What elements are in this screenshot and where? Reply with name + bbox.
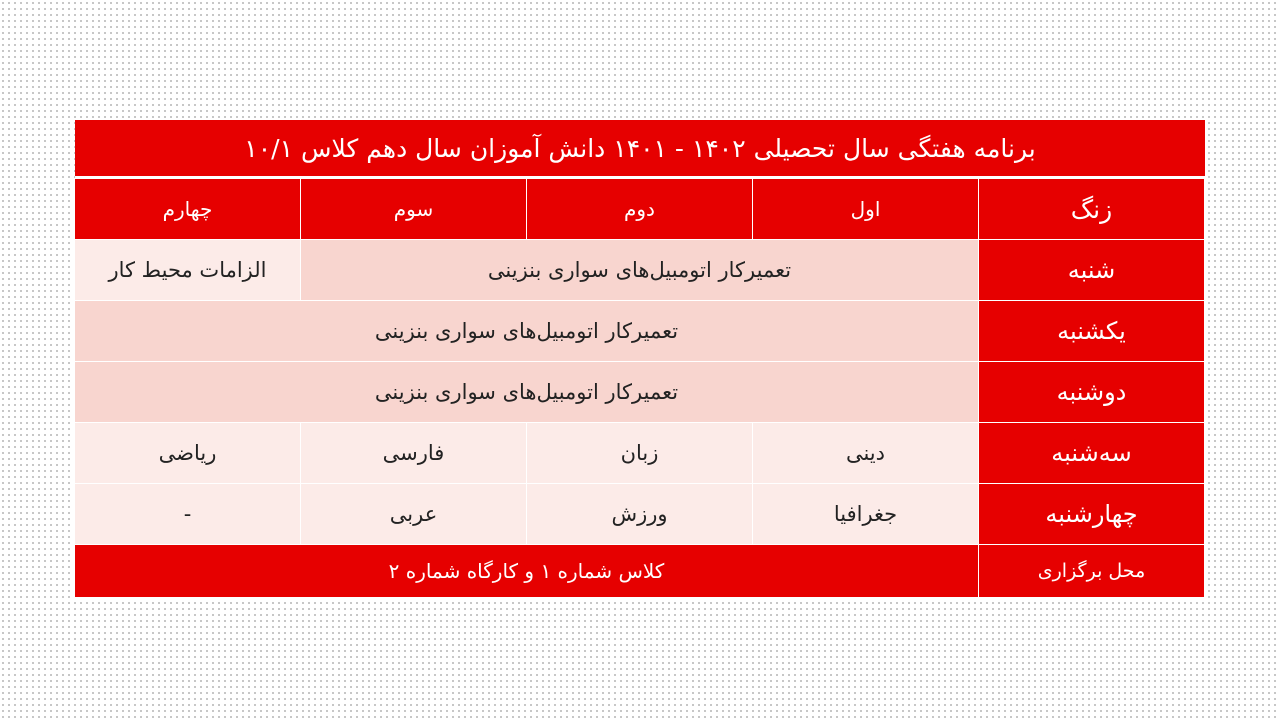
schedule-title: برنامه هفتگی سال تحصیلی ۱۴۰۲ - ۱۴۰۱ دانش آموزان سال دهم کلاس ۱۰/۱ <box>75 120 1205 178</box>
header-corner-cell: زنگ <box>979 179 1205 240</box>
lesson-cell: تعمیرکار اتومبیل‌های سواری بنزینی <box>75 301 979 362</box>
schedule-table <box>74 178 1205 598</box>
day-row <box>75 301 1205 362</box>
day-row <box>75 362 1205 423</box>
lesson-cell: ورزش <box>527 484 753 545</box>
day-name-cell: دوشنبه <box>979 362 1205 423</box>
period-header-1: اول <box>753 179 979 240</box>
day-name-cell: یکشنبه <box>979 301 1205 362</box>
lesson-cell: - <box>75 484 301 545</box>
lesson-cell: فارسی <box>301 423 527 484</box>
day-name-cell: چهارشنبه <box>979 484 1205 545</box>
day-row <box>75 484 1205 545</box>
lesson-cell: دینی <box>753 423 979 484</box>
lesson-cell: تعمیرکار اتومبیل‌های سواری بنزینی <box>75 362 979 423</box>
lesson-cell: تعمیرکار اتومبیل‌های سواری بنزینی <box>301 240 979 301</box>
location-label: محل برگزاری <box>979 545 1205 598</box>
schedule-slide <box>75 120 1205 598</box>
lesson-cell: زبان <box>527 423 753 484</box>
period-header-2: دوم <box>527 179 753 240</box>
day-name-cell: سه‌شنبه <box>979 423 1205 484</box>
lesson-cell: ریاضی <box>75 423 301 484</box>
period-header-4: چهارم <box>75 179 301 240</box>
day-name-cell: شنبه <box>979 240 1205 301</box>
day-row <box>75 423 1205 484</box>
lesson-cell: عربی <box>301 484 527 545</box>
period-header-row <box>75 179 1205 240</box>
lesson-cell: جغرافیا <box>753 484 979 545</box>
location-row <box>75 545 1205 598</box>
location-value: کلاس شماره ۱ و کارگاه شماره ۲ <box>75 545 979 598</box>
day-row <box>75 240 1205 301</box>
lesson-cell: الزامات محیط کار <box>75 240 301 301</box>
period-header-3: سوم <box>301 179 527 240</box>
